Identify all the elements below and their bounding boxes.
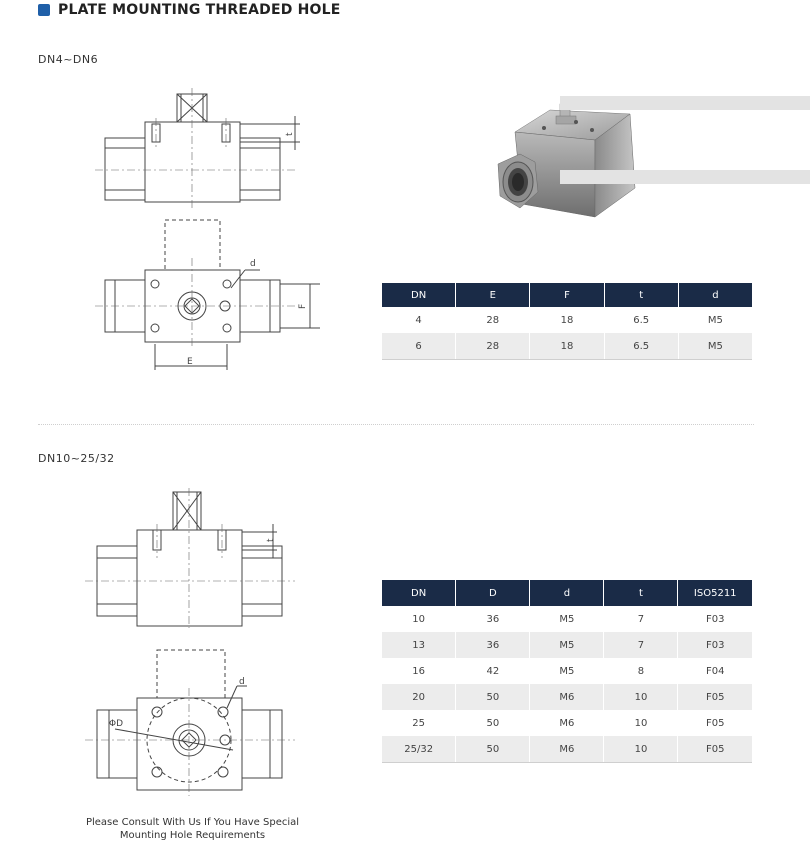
dim-d-label: d bbox=[239, 677, 245, 687]
table-cell: M5 bbox=[530, 606, 604, 632]
table-cell: M6 bbox=[530, 710, 604, 736]
table-cell: M5 bbox=[707, 314, 723, 326]
table-header-cell: F bbox=[530, 283, 604, 307]
table-cell: 50 bbox=[456, 710, 530, 736]
dim-e-label: E bbox=[187, 357, 193, 367]
table-row bbox=[382, 333, 752, 360]
spec-table-dn10-25-32 bbox=[382, 580, 752, 763]
dim-d-label: d bbox=[250, 259, 256, 269]
table-cell: M6 bbox=[530, 684, 604, 710]
table-cell: 28 bbox=[456, 333, 530, 360]
table-cell: M5 bbox=[678, 333, 752, 360]
dim-f-label: F bbox=[298, 303, 308, 309]
dim-t-label: t bbox=[266, 538, 276, 542]
drawing-dn10-25-32 bbox=[85, 488, 310, 798]
table-cell: F04 bbox=[705, 665, 725, 677]
table-cell: M5 bbox=[530, 632, 604, 658]
table-cell: 7 bbox=[604, 606, 678, 632]
table-header-cell: d bbox=[678, 283, 752, 307]
table-header-cell: ISO5211 bbox=[678, 580, 752, 606]
table-cell: 6.5 bbox=[604, 333, 678, 360]
drawing-dn4-dn6 bbox=[95, 88, 320, 378]
table-cell: 16 bbox=[382, 658, 456, 684]
page-title: PLATE MOUNTING THREADED HOLE bbox=[58, 2, 341, 18]
table-cell: M6 bbox=[530, 736, 604, 763]
section-label-dn10-25-32: DN10~25/32 bbox=[38, 452, 115, 465]
table-cell: F05 bbox=[705, 717, 725, 729]
table-header-cell: d bbox=[530, 580, 604, 606]
table-cell: 10 bbox=[604, 684, 678, 710]
table-cell: 4 bbox=[382, 307, 456, 333]
table-header-row bbox=[382, 283, 752, 307]
footnote-line-1: Please Consult With Us If You Have Special bbox=[85, 817, 300, 828]
dim-t-label: t bbox=[285, 132, 295, 136]
section-label-dn4-dn6: DN4~DN6 bbox=[38, 53, 99, 66]
table-cell: 25/32 bbox=[382, 736, 456, 763]
valve-product-image bbox=[480, 92, 810, 232]
table-cell: 50 bbox=[456, 736, 530, 763]
table-cell: 28 bbox=[456, 307, 530, 333]
footnote-line-2: Mounting Hole Requirements bbox=[119, 830, 266, 841]
table-cell: 8 bbox=[604, 658, 678, 684]
table-cell: 13 bbox=[382, 632, 456, 658]
table-cell: 10 bbox=[382, 606, 456, 632]
table-cell: 25 bbox=[382, 710, 456, 736]
table-cell: 6 bbox=[382, 333, 456, 360]
dim-phi-d-label: ΦD bbox=[109, 719, 124, 729]
table-cell: F05 bbox=[678, 736, 752, 763]
table-row bbox=[382, 658, 752, 684]
table-cell: F03 bbox=[678, 632, 752, 658]
table-cell: 10 bbox=[604, 736, 678, 763]
table-cell: F05 bbox=[678, 684, 752, 710]
table-header-cell: t bbox=[604, 580, 678, 606]
table-cell: 18 bbox=[530, 307, 604, 333]
table-cell: 50 bbox=[456, 684, 530, 710]
table-header-cell: t bbox=[604, 283, 678, 307]
table-cell: F03 bbox=[705, 613, 725, 625]
table-header-cell: E bbox=[456, 283, 530, 307]
section-divider bbox=[38, 424, 754, 425]
table-row bbox=[382, 632, 752, 658]
table-row bbox=[382, 307, 752, 333]
table-header-row bbox=[382, 580, 752, 606]
table-cell: 18 bbox=[530, 333, 604, 360]
table-cell: 7 bbox=[604, 632, 678, 658]
table-row bbox=[382, 736, 752, 763]
table-row bbox=[382, 684, 752, 710]
table-cell: 6.5 bbox=[604, 307, 678, 333]
table-cell: 20 bbox=[382, 684, 456, 710]
table-cell: 36 bbox=[456, 632, 530, 658]
table-cell: 42 bbox=[456, 658, 530, 684]
table-header-cell: DN bbox=[382, 580, 456, 606]
table-cell: 36 bbox=[456, 606, 530, 632]
table-row bbox=[382, 606, 752, 632]
page-header bbox=[38, 0, 341, 20]
table-header-cell: DN bbox=[382, 283, 456, 307]
table-cell: M5 bbox=[530, 658, 604, 684]
spec-table-dn4-dn6 bbox=[382, 283, 752, 360]
table-cell: 10 bbox=[604, 710, 678, 736]
footnote bbox=[80, 816, 305, 842]
table-header-cell: D bbox=[456, 580, 530, 606]
blue-square-icon bbox=[38, 4, 50, 16]
table-row bbox=[382, 710, 752, 736]
